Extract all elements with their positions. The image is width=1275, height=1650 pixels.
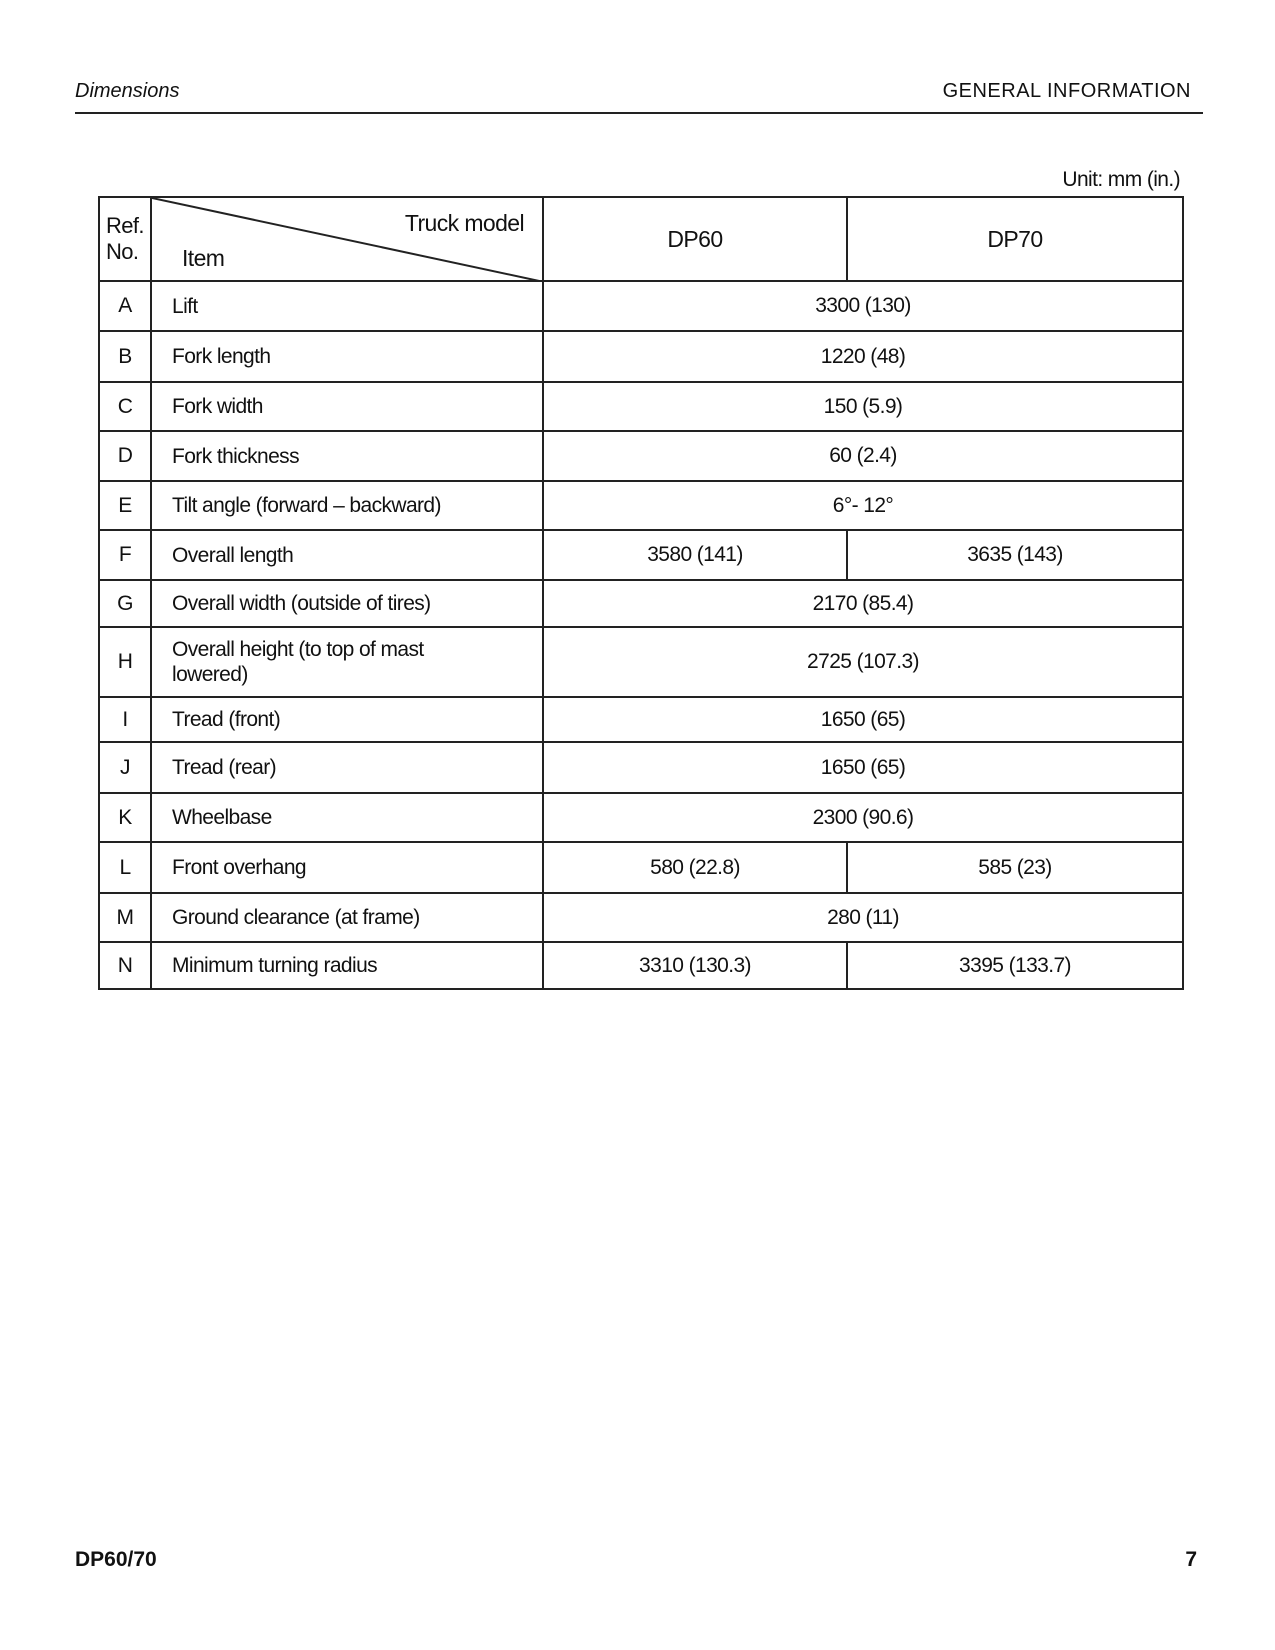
item-cell: Overall width (outside of tires) (151, 580, 543, 627)
value-cell: 1650 (65) (543, 742, 1183, 793)
ref-cell: F (99, 530, 151, 580)
value-cell: 2725 (107.3) (543, 627, 1183, 697)
chapter-title: GENERAL INFORMATION (942, 80, 1191, 102)
unit-label: Unit: mm (in.) (1062, 168, 1180, 191)
item-cell: Fork thickness (151, 431, 543, 481)
item-cell: Tread (rear) (151, 742, 543, 793)
table-header-row (99, 197, 1183, 281)
table-row (99, 742, 1183, 793)
item-cell: Wheelbase (151, 793, 543, 842)
item-line: lowered) (172, 663, 248, 686)
value-cell: 60 (2.4) (543, 431, 1183, 481)
ref-cell: H (99, 627, 151, 697)
value-cell-dp60: 580 (22.8) (543, 842, 847, 893)
item-header: Item (182, 245, 225, 271)
value-cell: 2170 (85.4) (543, 580, 1183, 627)
item-cell: Overall length (151, 530, 543, 580)
item-cell: Minimum turning radius (151, 942, 543, 989)
table-row (99, 431, 1183, 481)
item-cell: Front overhang (151, 842, 543, 893)
item-cell: Ground clearance (at frame) (151, 893, 543, 942)
page-number: 7 (1185, 1548, 1197, 1571)
ref-cell: A (99, 281, 151, 331)
value-cell: 6°- 12° (543, 481, 1183, 530)
value-cell-dp60: 3310 (130.3) (543, 942, 847, 989)
ref-cell: N (99, 942, 151, 989)
dimensions-table (98, 196, 1184, 990)
item-cell (151, 627, 543, 697)
table-row (99, 382, 1183, 431)
value-cell: 1220 (48) (543, 331, 1183, 382)
ref-cell: K (99, 793, 151, 842)
item-cell: Tread (front) (151, 697, 543, 742)
table-row (99, 627, 1183, 697)
ref-cell: D (99, 431, 151, 481)
value-cell: 280 (11) (543, 893, 1183, 942)
item-cell: Tilt angle (forward – backward) (151, 481, 543, 530)
ref-cell: I (99, 697, 151, 742)
table-row (99, 281, 1183, 331)
section-title: Dimensions (75, 80, 180, 102)
footer-model: DP60/70 (75, 1548, 157, 1571)
ref-header-line1: Ref. (106, 213, 144, 238)
model-header-dp60: DP60 (543, 197, 847, 281)
table-row (99, 481, 1183, 530)
table-row (99, 893, 1183, 942)
item-cell: Fork length (151, 331, 543, 382)
table-row (99, 942, 1183, 989)
value-cell: 2300 (90.6) (543, 793, 1183, 842)
value-cell: 1650 (65) (543, 697, 1183, 742)
ref-cell: M (99, 893, 151, 942)
table-row (99, 331, 1183, 382)
ref-cell: E (99, 481, 151, 530)
item-cell: Lift (151, 281, 543, 331)
value-cell: 150 (5.9) (543, 382, 1183, 431)
item-model-header (151, 197, 543, 281)
value-cell-dp70: 585 (23) (847, 842, 1183, 893)
ref-cell: G (99, 580, 151, 627)
ref-cell: B (99, 331, 151, 382)
ref-cell: L (99, 842, 151, 893)
page-header (75, 76, 1203, 114)
item-cell: Fork width (151, 382, 543, 431)
table-row (99, 580, 1183, 627)
table-row (99, 530, 1183, 580)
ref-cell: J (99, 742, 151, 793)
value-cell-dp60: 3580 (141) (543, 530, 847, 580)
truck-model-header: Truck model (404, 210, 524, 236)
value-cell: 3300 (130) (543, 281, 1183, 331)
table-row (99, 842, 1183, 893)
ref-no-header (99, 197, 151, 281)
model-header-dp70: DP70 (847, 197, 1183, 281)
item-line: Overall height (to top of mast (172, 638, 424, 661)
value-cell-dp70: 3395 (133.7) (847, 942, 1183, 989)
table-row (99, 793, 1183, 842)
table-row (99, 697, 1183, 742)
ref-cell: C (99, 382, 151, 431)
ref-header-line2: No. (106, 239, 139, 264)
value-cell-dp70: 3635 (143) (847, 530, 1183, 580)
